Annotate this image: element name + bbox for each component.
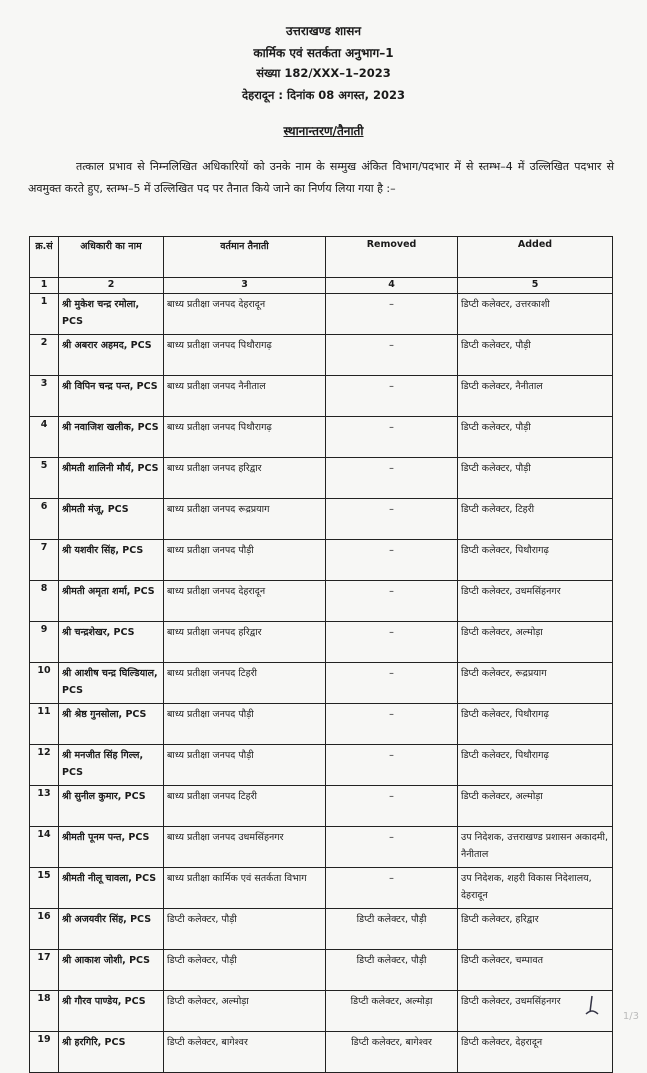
cell-removed: – xyxy=(326,335,458,376)
cell-officer-name: श्री नवाजिश खलीक, PCS xyxy=(59,417,164,458)
cell-officer-name: श्रीमती अमृता शर्मा, PCS xyxy=(59,581,164,622)
cell-officer-name: श्रीमती पूनम पन्त, PCS xyxy=(59,827,164,868)
order-date: देहरादून : दिनांक 08 अगस्त, 2023 xyxy=(242,88,405,102)
table-body xyxy=(30,294,613,1073)
table-row xyxy=(30,499,613,540)
cell-sn: 13 xyxy=(30,786,59,827)
cell-added: डिप्टी कलेक्टर, पिथौरागढ़ xyxy=(458,745,613,786)
cell-removed: – xyxy=(326,827,458,868)
cell-officer-name: श्री श्रेष्ठ गुनसोला, PCS xyxy=(59,704,164,745)
subject-heading xyxy=(0,122,647,139)
govt-title: उत्तराखण्ड शासन xyxy=(285,24,362,38)
table-row xyxy=(30,622,613,663)
col-index-5: 5 xyxy=(458,278,613,294)
table-row xyxy=(30,950,613,991)
cell-current-posting: बाध्य प्रतीक्षा जनपद पौड़ी xyxy=(164,745,326,786)
cell-added: डिप्टी कलेक्टर, हरिद्वार xyxy=(458,909,613,950)
table-row xyxy=(30,1032,613,1073)
cell-added: डिप्टी कलेक्टर, पौड़ी xyxy=(458,458,613,499)
cell-added: डिप्टी कलेक्टर, उधमसिंहनगर xyxy=(458,991,613,1032)
cell-removed: – xyxy=(326,663,458,704)
cell-current-posting: डिप्टी कलेक्टर, बागेश्वर xyxy=(164,1032,326,1073)
table-row xyxy=(30,909,613,950)
cell-current-posting: बाध्य प्रतीक्षा जनपद देहरादून xyxy=(164,581,326,622)
cell-removed: – xyxy=(326,376,458,417)
col-index-4: 4 xyxy=(326,278,458,294)
cell-added: डिप्टी कलेक्टर, उधमसिंहनगर xyxy=(458,581,613,622)
cell-added: डिप्टी कलेक्टर, पिथौरागढ़ xyxy=(458,540,613,581)
table-row xyxy=(30,704,613,745)
cell-sn: 14 xyxy=(30,827,59,868)
cell-sn: 16 xyxy=(30,909,59,950)
cell-officer-name: श्री विपिन चन्द्र पन्त, PCS xyxy=(59,376,164,417)
cell-officer-name: श्री चन्द्रशेखर, PCS xyxy=(59,622,164,663)
subject-text: स्थानान्तरण/तैनाती xyxy=(283,124,364,138)
cell-added: डिप्टी कलेक्टर, अल्मोड़ा xyxy=(458,786,613,827)
cell-sn: 15 xyxy=(30,868,59,909)
cell-current-posting: डिप्टी कलेक्टर, पौड़ी xyxy=(164,950,326,991)
cell-sn: 1 xyxy=(30,294,59,335)
table-row xyxy=(30,458,613,499)
cell-officer-name: श्री अजयवीर सिंह, PCS xyxy=(59,909,164,950)
cell-sn: 17 xyxy=(30,950,59,991)
cell-added: डिप्टी कलेक्टर, चम्पावत xyxy=(458,950,613,991)
table-header-row xyxy=(30,237,613,278)
cell-removed: – xyxy=(326,622,458,663)
cell-removed: डिप्टी कलेक्टर, पौड़ी xyxy=(326,950,458,991)
cell-current-posting: बाध्य प्रतीक्षा जनपद रूद्रप्रयाग xyxy=(164,499,326,540)
cell-officer-name: श्री गौरव पाण्डेय, PCS xyxy=(59,991,164,1032)
cell-current-posting: बाध्य प्रतीक्षा जनपद उधमसिंहनगर xyxy=(164,827,326,868)
cell-added: डिप्टी कलेक्टर, पौड़ी xyxy=(458,417,613,458)
cell-removed: डिप्टी कलेक्टर, बागेश्वर xyxy=(326,1032,458,1073)
transfer-table xyxy=(29,236,613,1073)
cell-removed: – xyxy=(326,704,458,745)
table-row xyxy=(30,745,613,786)
table-row xyxy=(30,827,613,868)
col-header-name: अधिकारी का नाम xyxy=(59,237,164,278)
cell-sn: 7 xyxy=(30,540,59,581)
cell-sn: 19 xyxy=(30,1032,59,1073)
cell-officer-name: श्री मुकेश चन्द्र रमोला, PCS xyxy=(59,294,164,335)
cell-current-posting: डिप्टी कलेक्टर, पौड़ी xyxy=(164,909,326,950)
table-row xyxy=(30,868,613,909)
table-row xyxy=(30,376,613,417)
cell-removed: डिप्टी कलेक्टर, पौड़ी xyxy=(326,909,458,950)
cell-added: डिप्टी कलेक्टर, उत्तरकाशी xyxy=(458,294,613,335)
cell-current-posting: बाध्य प्रतीक्षा जनपद पिथौरागढ़ xyxy=(164,417,326,458)
cell-added: डिप्टी कलेक्टर, अल्मोड़ा xyxy=(458,622,613,663)
cell-officer-name: श्री आकाश जोशी, PCS xyxy=(59,950,164,991)
table-row xyxy=(30,294,613,335)
table-row xyxy=(30,991,613,1032)
cell-removed: – xyxy=(326,499,458,540)
cell-added: उप निदेशक, शहरी विकास निदेशालय, देहरादून xyxy=(458,868,613,909)
cell-added: डिप्टी कलेक्टर, पौड़ी xyxy=(458,335,613,376)
cell-officer-name: श्री आशीष चन्द्र घिल्डियाल, PCS xyxy=(59,663,164,704)
page-indicator: 1/3 xyxy=(622,1011,639,1022)
cell-removed: – xyxy=(326,540,458,581)
table-row xyxy=(30,540,613,581)
cell-added: डिप्टी कलेक्टर, टिहरी xyxy=(458,499,613,540)
cell-sn: 6 xyxy=(30,499,59,540)
cell-sn: 4 xyxy=(30,417,59,458)
col-index-1: 1 xyxy=(30,278,59,294)
cell-removed: – xyxy=(326,458,458,499)
cell-removed: – xyxy=(326,786,458,827)
cell-added: डिप्टी कलेक्टर, रूद्रप्रयाग xyxy=(458,663,613,704)
cell-current-posting: बाध्य प्रतीक्षा जनपद हरिद्वार xyxy=(164,458,326,499)
cell-sn: 18 xyxy=(30,991,59,1032)
cell-sn: 2 xyxy=(30,335,59,376)
order-number: संख्या 182/XXX–1–2023 xyxy=(256,66,391,80)
col-index-2: 2 xyxy=(59,278,164,294)
table-row xyxy=(30,663,613,704)
table-row xyxy=(30,786,613,827)
cell-sn: 10 xyxy=(30,663,59,704)
cell-added: उप निदेशक, उत्तराखण्ड प्रशासन अकादमी, नैनीताल xyxy=(458,827,613,868)
column-index-row xyxy=(30,278,613,294)
cell-officer-name: श्री अबरार अहमद, PCS xyxy=(59,335,164,376)
department-title: कार्मिक एवं सतर्कता अनुभाग–1 xyxy=(253,46,394,60)
cell-removed: – xyxy=(326,581,458,622)
cell-added: डिप्टी कलेक्टर, नैनीताल xyxy=(458,376,613,417)
cell-current-posting: बाध्य प्रतीक्षा जनपद पिथौरागढ़ xyxy=(164,335,326,376)
cell-sn: 8 xyxy=(30,581,59,622)
cell-added: डिप्टी कलेक्टर, पिथौरागढ़ xyxy=(458,704,613,745)
cell-current-posting: बाध्य प्रतीक्षा जनपद देहरादून xyxy=(164,294,326,335)
cell-removed: – xyxy=(326,417,458,458)
cell-current-posting: बाध्य प्रतीक्षा कार्मिक एवं सतर्कता विभाग xyxy=(164,868,326,909)
cell-current-posting: डिप्टी कलेक्टर, अल्मोड़ा xyxy=(164,991,326,1032)
cell-removed: – xyxy=(326,745,458,786)
cell-current-posting: बाध्य प्रतीक्षा जनपद हरिद्वार xyxy=(164,622,326,663)
col-header-removed: Removed xyxy=(326,237,458,278)
cell-current-posting: बाध्य प्रतीक्षा जनपद पौड़ी xyxy=(164,540,326,581)
cell-officer-name: श्री यशवीर सिंह, PCS xyxy=(59,540,164,581)
cell-sn: 5 xyxy=(30,458,59,499)
table-row xyxy=(30,581,613,622)
table-row xyxy=(30,417,613,458)
intro-paragraph: तत्काल प्रभाव से निम्नलिखित अधिकारियों को उनके नाम के सम्मुख अंकित विभाग/पदभार में से स्तम्भ–4 में उल्लिखित पदभार से अवमुक्त करते हुए, स्तम्भ–5 में उल्लिखित पद पर तैनात किये जाने का निर्णय लिया गया है :– xyxy=(28,160,614,195)
cell-current-posting: बाध्य प्रतीक्षा जनपद टिहरी xyxy=(164,786,326,827)
cell-officer-name: श्रीमती मंजू, PCS xyxy=(59,499,164,540)
cell-officer-name: श्री मनजीत सिंह गिल्ल, PCS xyxy=(59,745,164,786)
table-row xyxy=(30,335,613,376)
cell-current-posting: बाध्य प्रतीक्षा जनपद टिहरी xyxy=(164,663,326,704)
col-header-current: वर्तमान तैनाती xyxy=(164,237,326,278)
cell-removed: डिप्टी कलेक्टर, अल्मोड़ा xyxy=(326,991,458,1032)
col-header-sn: क्र.सं xyxy=(30,237,59,278)
col-index-3: 3 xyxy=(164,278,326,294)
cell-officer-name: श्री हरगिरि, PCS xyxy=(59,1032,164,1073)
cell-sn: 9 xyxy=(30,622,59,663)
cell-current-posting: बाध्य प्रतीक्षा जनपद पौड़ी xyxy=(164,704,326,745)
cell-sn: 3 xyxy=(30,376,59,417)
cell-added: डिप्टी कलेक्टर, देहरादून xyxy=(458,1032,613,1073)
cell-officer-name: श्रीमती शालिनी मौर्य, PCS xyxy=(59,458,164,499)
cell-current-posting: बाध्य प्रतीक्षा जनपद नैनीताल xyxy=(164,376,326,417)
cell-sn: 11 xyxy=(30,704,59,745)
cell-officer-name: श्री सुनील कुमार, PCS xyxy=(59,786,164,827)
cell-officer-name: श्रीमती नीलू चावला, PCS xyxy=(59,868,164,909)
cell-removed: – xyxy=(326,294,458,335)
col-header-added: Added xyxy=(458,237,613,278)
cell-removed: – xyxy=(326,868,458,909)
signature-mark xyxy=(583,994,601,1018)
cell-sn: 12 xyxy=(30,745,59,786)
